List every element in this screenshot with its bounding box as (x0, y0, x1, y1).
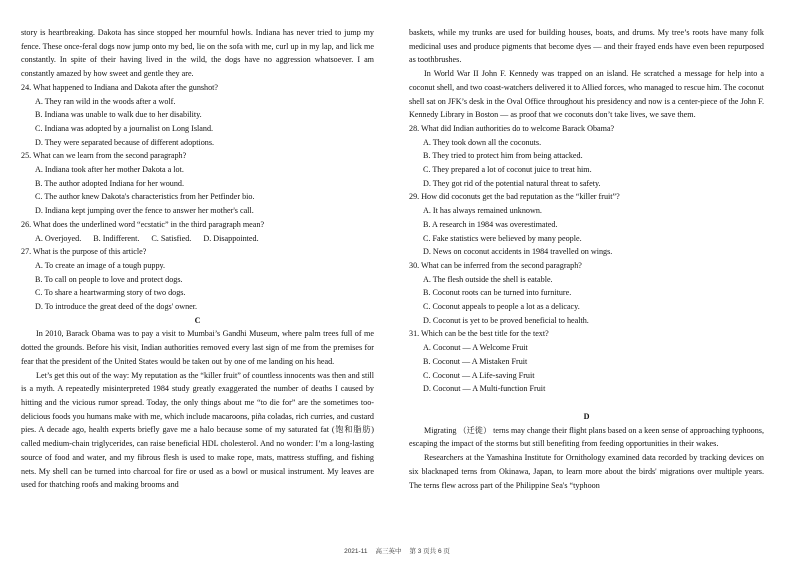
question-29-option-b: B. A research in 1984 was overestimated. (423, 219, 558, 229)
question-27-option-d: D. To introduce the great deed of the dogs' owner. (35, 302, 198, 312)
passage-d-paragraph-2: Researchers at the Yamashina Institute for Ornithology examined data recorded by tracking devices on six blacknaped terns from Okinawa, Japan, to learn more about the birds' migrations over multiple years. The terns flew across part of the Philippine Sea's “typhoon (409, 453, 764, 490)
question-28-option-a: A. They took down all the coconuts. (423, 137, 542, 147)
passage-b-ending: story is heartbreaking. Dakota has since stopped her mournful howls. Indiana has never tried to jump my fence. These once-feral dogs now jump onto my bed, lie on the sofa with me, curl up in my lap, and lick me constantly. In spite of their having lived in the wild, the dogs have no aggression whatsoever. I am constantly amazed by how sweet and gentle they are. (21, 28, 374, 79)
question-24-option-d: D. They were separated because of different adoptions. (35, 137, 215, 147)
question-31-stem: 31. Which can be the best title for the text? (409, 329, 549, 339)
question-26-option-a: A. Overjoyed. (35, 233, 82, 243)
question-28-stem: 28. What did Indian authorities do to welcome Barack Obama? (409, 123, 615, 133)
question-25-option-d: D. Indiana kept jumping over the fence to answer her mother's call. (35, 206, 254, 216)
question-26-option-b: B. Indifferent. (93, 233, 140, 243)
question-25-option-c: C. The author knew Dakota's characteristics from her Petfinder bio. (35, 192, 255, 202)
question-29-option-c: C. Fake statistics were believed by many people. (423, 233, 582, 243)
passage-d-paragraph-1: Migrating （迁徙） terns may change their flight plans based on a keen sense of approaching typhoons, escaping the impact of the storms but still benefiting from feeding opportunities in their wakes. (409, 425, 764, 449)
question-28-option-b: B. They tried to protect him from being attacked. (423, 151, 583, 161)
question-30-stem: 30. What can be inferred from the second paragraph? (409, 260, 582, 270)
section-spacer (409, 396, 764, 410)
question-26-stem: 26. What does the underlined word “ecstatic” in the third paragraph mean? (21, 219, 265, 229)
question-25-stem: 25. What can we learn from the second paragraph? (21, 151, 187, 161)
page-footer (0, 546, 794, 555)
passage-c-paragraph-1: In 2010, Barack Obama was to pay a visit to Mumbai’s Gandhi Museum, where palm trees full of me dotted the grounds. Before his visit, Indian authorities removed every last sign of me from the premises for fear that the president of the United States would be taken out by one of me landing on his head. (21, 329, 374, 366)
question-27-option-b: B. To call on people to love and protect dogs. (35, 274, 183, 284)
passage-c-paragraph-2-continued: baskets, while my trunks are used for building houses, boats, and drums. My tree’s roots have many folk medicinal uses and produce pigments that become dyes — and their frayed ends have even been repurposed as toothbrushes. (409, 28, 764, 65)
section-d-heading: D (583, 411, 590, 421)
question-25-option-a: A. Indiana took after her mother Dakota a lot. (35, 165, 184, 175)
question-28-option-d: D. They got rid of the potential natural threat to safety. (423, 178, 601, 188)
left-column (21, 26, 374, 492)
passage-c-paragraph-2: Let’s get this out of the way: My reputation as the “killer fruit” of countless innocents was then and still is a myth. A repeatedly misinterpreted 1984 study greatly exaggerated the number of deaths I caused by hitting and the vicious rumor spread. Today, the only things about me “to die for” are the sometimes too-delicious foods you humans make with me, which include macaroons, piña coladas, rich curries, and custard pies. A decade ago, health experts briefly gave me a halo because some of my saturated fat (饱和脂肪) called medium-chain triglycerides, can raise beneficial HDL cholesterol. And no wonder: I’m a long-lasting source of food and water, and my fibrous flesh is used to make rope, mats, mattress stuffing, and fishing nets. My shell can be turned into charcoal for fire or used as a bowl or musical instrument. My leaves are used for thatching roofs and making brooms and (21, 370, 374, 490)
question-29-option-a: A. It has always remained unknown. (423, 206, 542, 216)
footer-page-number: 第 3 页共 6 页 (409, 548, 450, 555)
footer-exam-title: 高三英中 (375, 548, 402, 555)
question-27-option-a: A. To create an image of a tough puppy. (35, 260, 166, 270)
footer-date: 2021-11 (344, 548, 368, 555)
question-30-option-a: A. The flesh outside the shell is eatable. (423, 274, 553, 284)
question-24-option-a: A. They ran wild in the woods after a wolf. (35, 96, 176, 106)
question-31-option-d: D. Coconut — A Multi-function Fruit (423, 384, 546, 394)
question-26-option-d: D. Disappointed. (203, 233, 259, 243)
question-25-option-b: B. The author adopted Indiana for her wound. (35, 178, 184, 188)
question-24-option-c: C. Indiana was adopted by a journalist on Long Island. (35, 123, 214, 133)
question-31-option-c: C. Coconut — A Life-saving Fruit (423, 370, 535, 380)
question-26-option-c: C. Satisfied. (151, 233, 192, 243)
question-27-stem: 27. What is the purpose of this article? (21, 247, 147, 257)
right-column (409, 26, 764, 492)
question-24-option-b: B. Indiana was unable to walk due to her disability. (35, 110, 202, 120)
question-26-options (35, 232, 374, 246)
question-28-option-c: C. They prepared a lot of coconut juice to treat him. (423, 165, 592, 175)
question-31-option-a: A. Coconut — A Welcome Fruit (423, 343, 528, 353)
passage-c-paragraph-3: In World War II John F. Kennedy was trapped on an island. He scratched a message for help into a coconut shell, and two coast-watchers delivered it to Allied forces, who managed to rescue him. The coconut shell sat on JFK’s desk in the Oval Office throughout his presidency and now is a center-piece of the John F. Kennedy Library in Boston — as proof that we coconuts don’t take lives, we save them. (409, 69, 764, 120)
question-30-option-d: D. Coconut is yet to be proved beneficial to health. (423, 315, 589, 325)
question-31-option-b: B. Coconut — A Mistaken Fruit (423, 356, 528, 366)
question-24-stem: 24. What happened to Indiana and Dakota after the gunshot? (21, 82, 219, 92)
question-27-option-c: C. To share a heartwarming story of two dogs. (35, 288, 186, 298)
question-29-option-d: D. News on coconut accidents in 1984 travelled on wings. (423, 247, 613, 257)
section-c-heading: C (194, 315, 201, 325)
question-30-option-b: B. Coconut roots can be turned into furniture. (423, 288, 572, 298)
question-29-stem: 29. How did coconuts get the bad reputation as the “killer fruit”? (409, 192, 620, 202)
question-30-option-c: C. Coconut appeals to people a lot as a delicacy. (423, 302, 580, 312)
